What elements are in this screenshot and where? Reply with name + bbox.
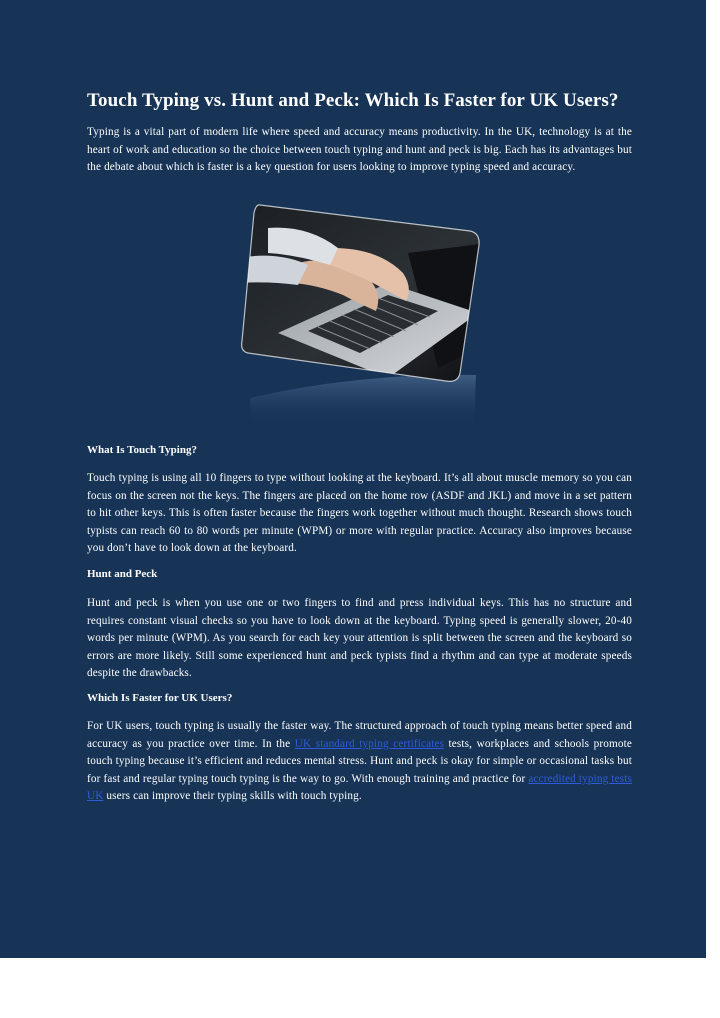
uk-standard-typing-certificates-link[interactable]: UK standard typing certificates	[294, 737, 445, 750]
laptop-typing-photo	[238, 203, 488, 433]
section-heading-which-is-faster: Which Is Faster for UK Users?	[87, 692, 233, 704]
hunt-and-peck-paragraph: Hunt and peck is when you use one or two fingers to find and press individual keys. This has no structure and requires constant visual checks so you have to look down at the keyboard. Typing speed is generally slower, 20-40 words per minute (WPM). As you search for each key your attention is split between the screen and the keyboard so errors are more likely. Still some experienced hunt and peck typists find a rhythm and can type at moderate speeds despite the drawbacks.	[87, 597, 632, 680]
paragraph-text: tests, workplaces and schools promote touch typing because it’s efficient and reduces mental stress. Hunt and peck is okay for simple or occasional tasks but for fast and regular typing touch typing is the way to go. With enough training and practice for	[87, 737, 632, 785]
intro-paragraph: Typing is a vital part of modern life where speed and accuracy means productivity. In the UK, technology is at the heart of work and education so the choice between touch typing and hunt and peck is big. Each has its advantages but the debate about which is faster is a key question for users looking to improve typing speed and accuracy.	[87, 126, 632, 174]
which-is-faster-paragraph	[87, 718, 632, 806]
touch-typing-paragraph: Touch typing is using all 10 fingers to type without looking at the keyboard. It’s all about muscle memory so you can focus on the screen not the keys. The fingers are placed on the home row (ASDF and JKL) and move in a set pattern to hit other keys. This is often faster because the fingers work together without much thought. Research shows touch typists can reach 60 to 80 words per minute (WPM) or more with regular practice. Accuracy also improves because you don’t have to look down at the keyboard.	[87, 472, 632, 555]
article-title: Touch Typing vs. Hunt and Peck: Which Is Faster for UK Users?	[87, 90, 619, 111]
section-heading-touch-typing: What Is Touch Typing?	[87, 444, 197, 456]
accredited-typing-tests-link[interactable]: accredited typing tests UK	[87, 772, 632, 803]
paragraph-text: users can improve their typing skills with touch typing.	[103, 790, 362, 803]
paragraph-text: For UK users, touch typing is usually the faster way. The structured approach of touch typing means better speed and accuracy as you practice over time. In the	[87, 720, 632, 750]
section-heading-hunt-and-peck: Hunt and Peck	[87, 568, 158, 580]
